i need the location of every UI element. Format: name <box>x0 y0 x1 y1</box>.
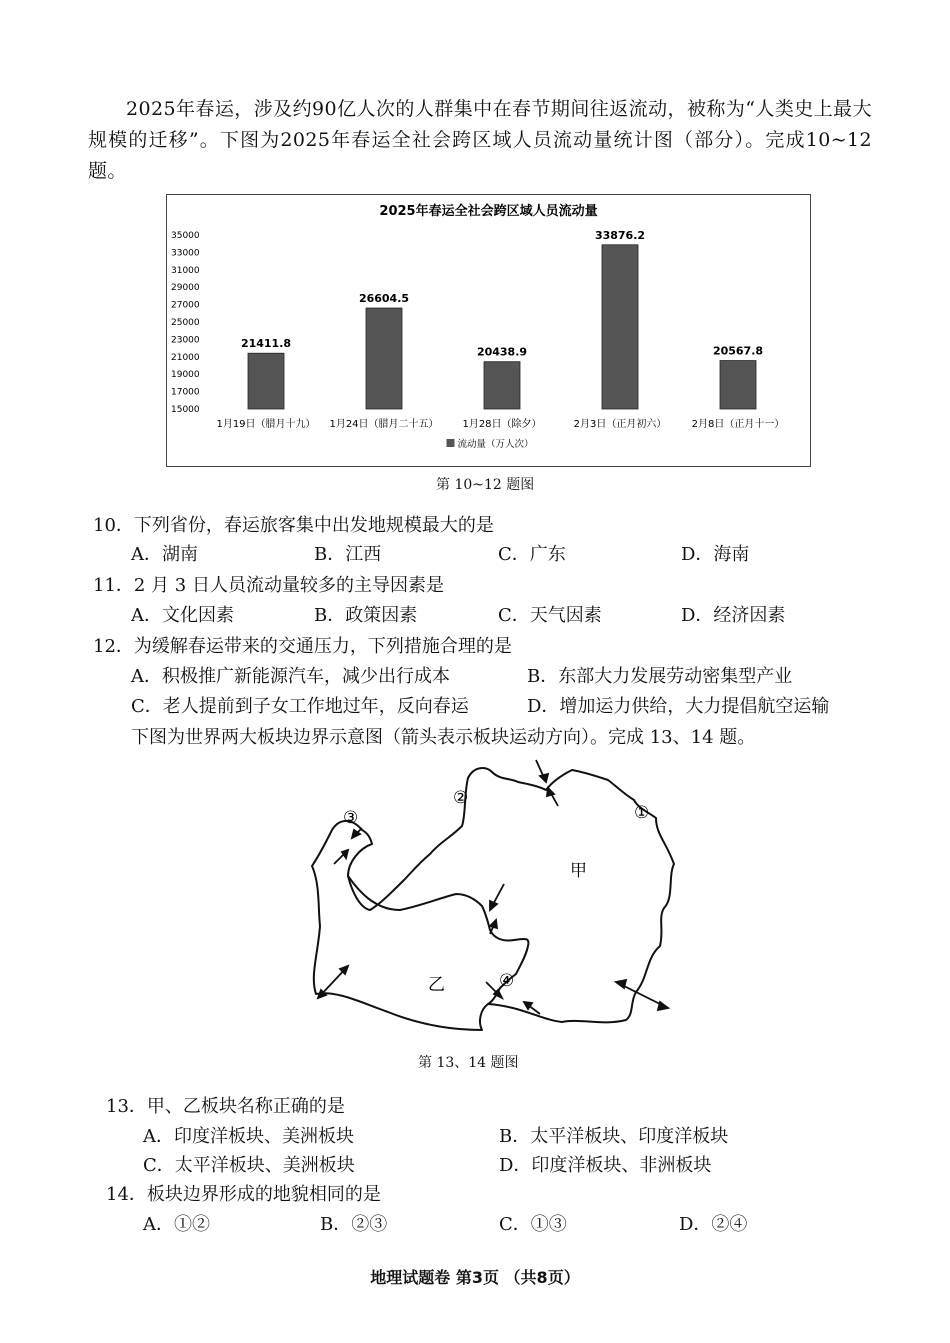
marker-4: ④ <box>499 971 515 991</box>
y-tick-label: 21000 <box>171 352 200 363</box>
legend-swatch <box>447 439 455 447</box>
figure-caption-2: 第 13、14 题图 <box>418 1055 519 1071</box>
bar-5 <box>720 361 756 409</box>
bar-value-label-4: 33876.2 <box>594 228 646 242</box>
y-tick-label: 27000 <box>171 300 200 311</box>
question-14-option-d[interactable]: D．②④ <box>679 1214 748 1235</box>
y-tick-label: 19000 <box>171 370 200 381</box>
y-tick-label: 15000 <box>171 405 200 415</box>
y-tick-label: 35000 <box>171 231 200 241</box>
question-14-option-c[interactable]: C．①③ <box>499 1214 567 1235</box>
bar-1 <box>248 353 284 409</box>
question-11-option-d[interactable]: D．经济因素 <box>681 605 786 626</box>
label-jia: 甲 <box>570 861 587 881</box>
marker-2: ② <box>453 788 469 808</box>
bar-3 <box>484 362 520 409</box>
question-12-stem: 12．为缓解春运带来的交通压力，下列措施合理的是 <box>93 636 512 657</box>
bar-4 <box>602 245 638 409</box>
bar-value-label-1: 21411.8 <box>240 337 292 351</box>
question-10-option-b[interactable]: B．江西 <box>314 544 382 565</box>
question-10-stem: 10．下列省份，春运旅客集中出发地规模最大的是 <box>93 515 494 536</box>
question-11-option-b[interactable]: B．政策因素 <box>314 605 418 626</box>
marker-1: ① <box>634 803 650 823</box>
y-tick-label: 23000 <box>171 335 200 346</box>
label-yi: 乙 <box>428 975 445 995</box>
bar-value-label-2: 26604.5 <box>358 292 410 306</box>
x-tick-label-3: 1月28日（除夕） <box>462 419 542 430</box>
question-10-option-a[interactable]: A．湖南 <box>131 544 198 565</box>
question-11-stem: 11．2 月 3 日人员流动量较多的主导因素是 <box>93 575 444 596</box>
question-12-option-c[interactable]: C．老人提前到子女工作地过年，反向春运 <box>131 696 469 717</box>
bar-value-label-5: 20567.8 <box>712 344 764 358</box>
page-footer: 地理试题卷 第3页 （共8页） <box>370 1268 580 1287</box>
x-tick-label-4: 2月3日（正月初六） <box>573 419 667 430</box>
y-tick-label: 33000 <box>171 248 200 259</box>
question-13-stem: 13．甲、乙板块名称正确的是 <box>106 1096 345 1117</box>
y-tick-label: 31000 <box>171 265 200 276</box>
bar-value-label-3: 20438.9 <box>476 345 528 359</box>
question-13-option-a[interactable]: A．印度洋板块、美洲板块 <box>143 1126 354 1147</box>
question-13-option-c[interactable]: C．太平洋板块、美洲板块 <box>143 1155 355 1176</box>
question-13-option-d[interactable]: D．印度洋板块、非洲板块 <box>499 1155 712 1176</box>
chart-svg <box>167 195 810 466</box>
x-tick-label-2: 1月24日（腊月二十五） <box>329 419 439 430</box>
intro-paragraph: 2025年春运，涉及约90亿人次的人群集中在春节期间往返流动，被称为“人类史上最大规模的迁移”。下图为2025年春运全社会跨区域人员流动量统计图（部分）。完成10~12题。 <box>88 98 872 182</box>
question-11-option-c[interactable]: C．天气因素 <box>498 605 602 626</box>
question-14-option-a[interactable]: A．①② <box>143 1214 210 1235</box>
y-tick-label: 29000 <box>171 283 200 294</box>
chart-title: 2025年春运全社会跨区域人员流动量 <box>379 204 598 219</box>
map-intro: 下图为世界两大板块边界示意图（箭头表示板块运动方向）。完成 13、14 题。 <box>131 727 756 748</box>
x-tick-label-1: 1月19日（腊月十九） <box>216 419 316 430</box>
x-tick-label-5: 2月8日（正月十一） <box>691 419 785 430</box>
question-10-option-d[interactable]: D．海南 <box>681 544 750 565</box>
question-10-option-c[interactable]: C．广东 <box>498 544 566 565</box>
question-12-option-a[interactable]: A．积极推广新能源汽车，减少出行成本 <box>131 666 450 687</box>
marker-3: ③ <box>343 808 359 828</box>
question-11-option-a[interactable]: A．文化因素 <box>131 605 234 626</box>
bar-chart <box>166 194 811 467</box>
y-tick-label: 25000 <box>171 318 200 328</box>
question-12-option-d[interactable]: D．增加运力供给，大力提倡航空运输 <box>527 696 830 717</box>
bar-2 <box>366 308 402 409</box>
plate-boundary-map <box>290 758 690 1058</box>
question-14-stem: 14．板块边界形成的地貌相同的是 <box>106 1184 381 1205</box>
question-12-option-b[interactable]: B．东部大力发展劳动密集型产业 <box>527 666 793 687</box>
question-13-option-b[interactable]: B．太平洋板块、印度洋板块 <box>499 1126 729 1147</box>
figure-caption-1: 第 10~12 题图 <box>436 477 535 493</box>
legend-label: 流动量（万人次） <box>457 439 534 450</box>
y-tick-label: 17000 <box>171 387 200 398</box>
plate-outline <box>312 768 674 1030</box>
question-14-option-b[interactable]: B．②③ <box>320 1214 388 1235</box>
